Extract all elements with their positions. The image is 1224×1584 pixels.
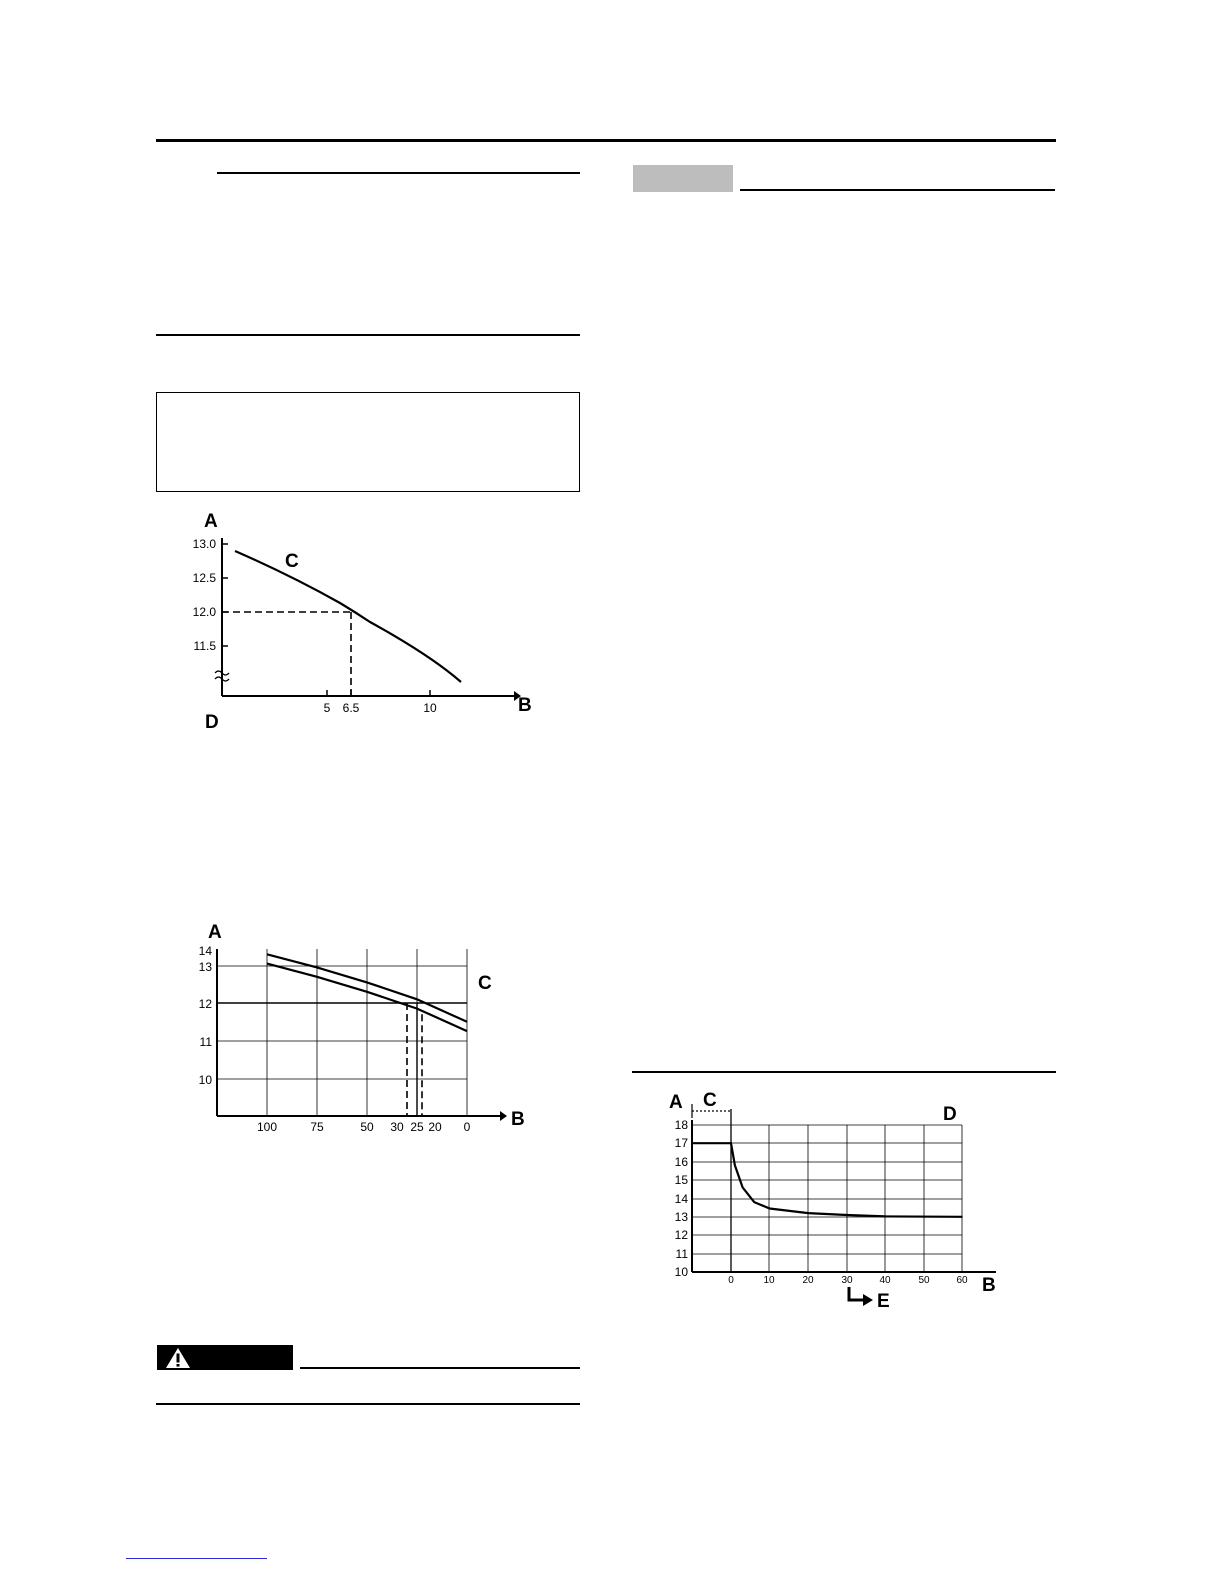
arrow-e-head [863, 1294, 873, 1306]
x-tick-20: 20 [428, 1120, 442, 1134]
x-tick-0: 0 [728, 1275, 734, 1286]
svg-text:11.5: 11.5 [193, 639, 216, 653]
x-tick-100: 100 [256, 1120, 278, 1134]
svg-text:12.0: 12.0 [192, 605, 216, 619]
label-d: D [943, 1104, 957, 1125]
x-tick-0: 0 [463, 1120, 471, 1134]
label-c: C [478, 973, 492, 994]
label-b: B [518, 695, 532, 716]
x-tick-30: 30 [390, 1120, 404, 1134]
svg-text:6.5: 6.5 [342, 701, 360, 715]
x-tick-20: 20 [802, 1275, 814, 1286]
x-tick-25: 25 [410, 1120, 424, 1134]
y-tick-12: 12 [198, 997, 212, 1011]
y-tick-10: 10 [198, 1073, 212, 1087]
y-tick-18: 18 [674, 1118, 688, 1132]
svg-text:10: 10 [423, 701, 437, 715]
label-d: D [205, 712, 219, 733]
x-tick-50: 50 [360, 1120, 374, 1134]
y-tick-16: 16 [674, 1155, 688, 1169]
y-tick-15: 15 [674, 1173, 688, 1187]
y-tick-14: 14 [674, 1192, 688, 1206]
x-tick-40: 40 [879, 1275, 891, 1286]
y-tick-14: 14 [198, 944, 212, 958]
label-a: A [669, 1092, 683, 1113]
svg-text:5: 5 [323, 701, 331, 715]
label-b: B [982, 1275, 996, 1296]
y-tick-11: 11 [199, 1035, 212, 1049]
x-tick-30: 30 [841, 1275, 853, 1286]
arrow-e-icon [849, 1287, 864, 1300]
y-tick-11: 11 [675, 1247, 688, 1261]
y-tick-10: 10 [674, 1265, 688, 1279]
label-e: E [877, 1291, 890, 1312]
label-a: A [204, 511, 218, 532]
y-tick-12: 12 [674, 1228, 688, 1242]
y-tick-13: 13 [198, 960, 212, 974]
y-tick-13: 13 [674, 1210, 688, 1224]
x-tick-60: 60 [956, 1275, 968, 1286]
x-tick-50: 50 [918, 1275, 930, 1286]
label-a: A [208, 922, 222, 943]
label-c: C [703, 1090, 717, 1111]
label-c: C [285, 551, 299, 572]
x-tick-75: 75 [310, 1120, 324, 1134]
svg-text:12.5: 12.5 [192, 571, 216, 585]
svg-text:13.0: 13.0 [192, 537, 216, 551]
label-b: B [511, 1109, 525, 1130]
y-tick-17: 17 [674, 1136, 688, 1150]
x-tick-10: 10 [763, 1275, 775, 1286]
